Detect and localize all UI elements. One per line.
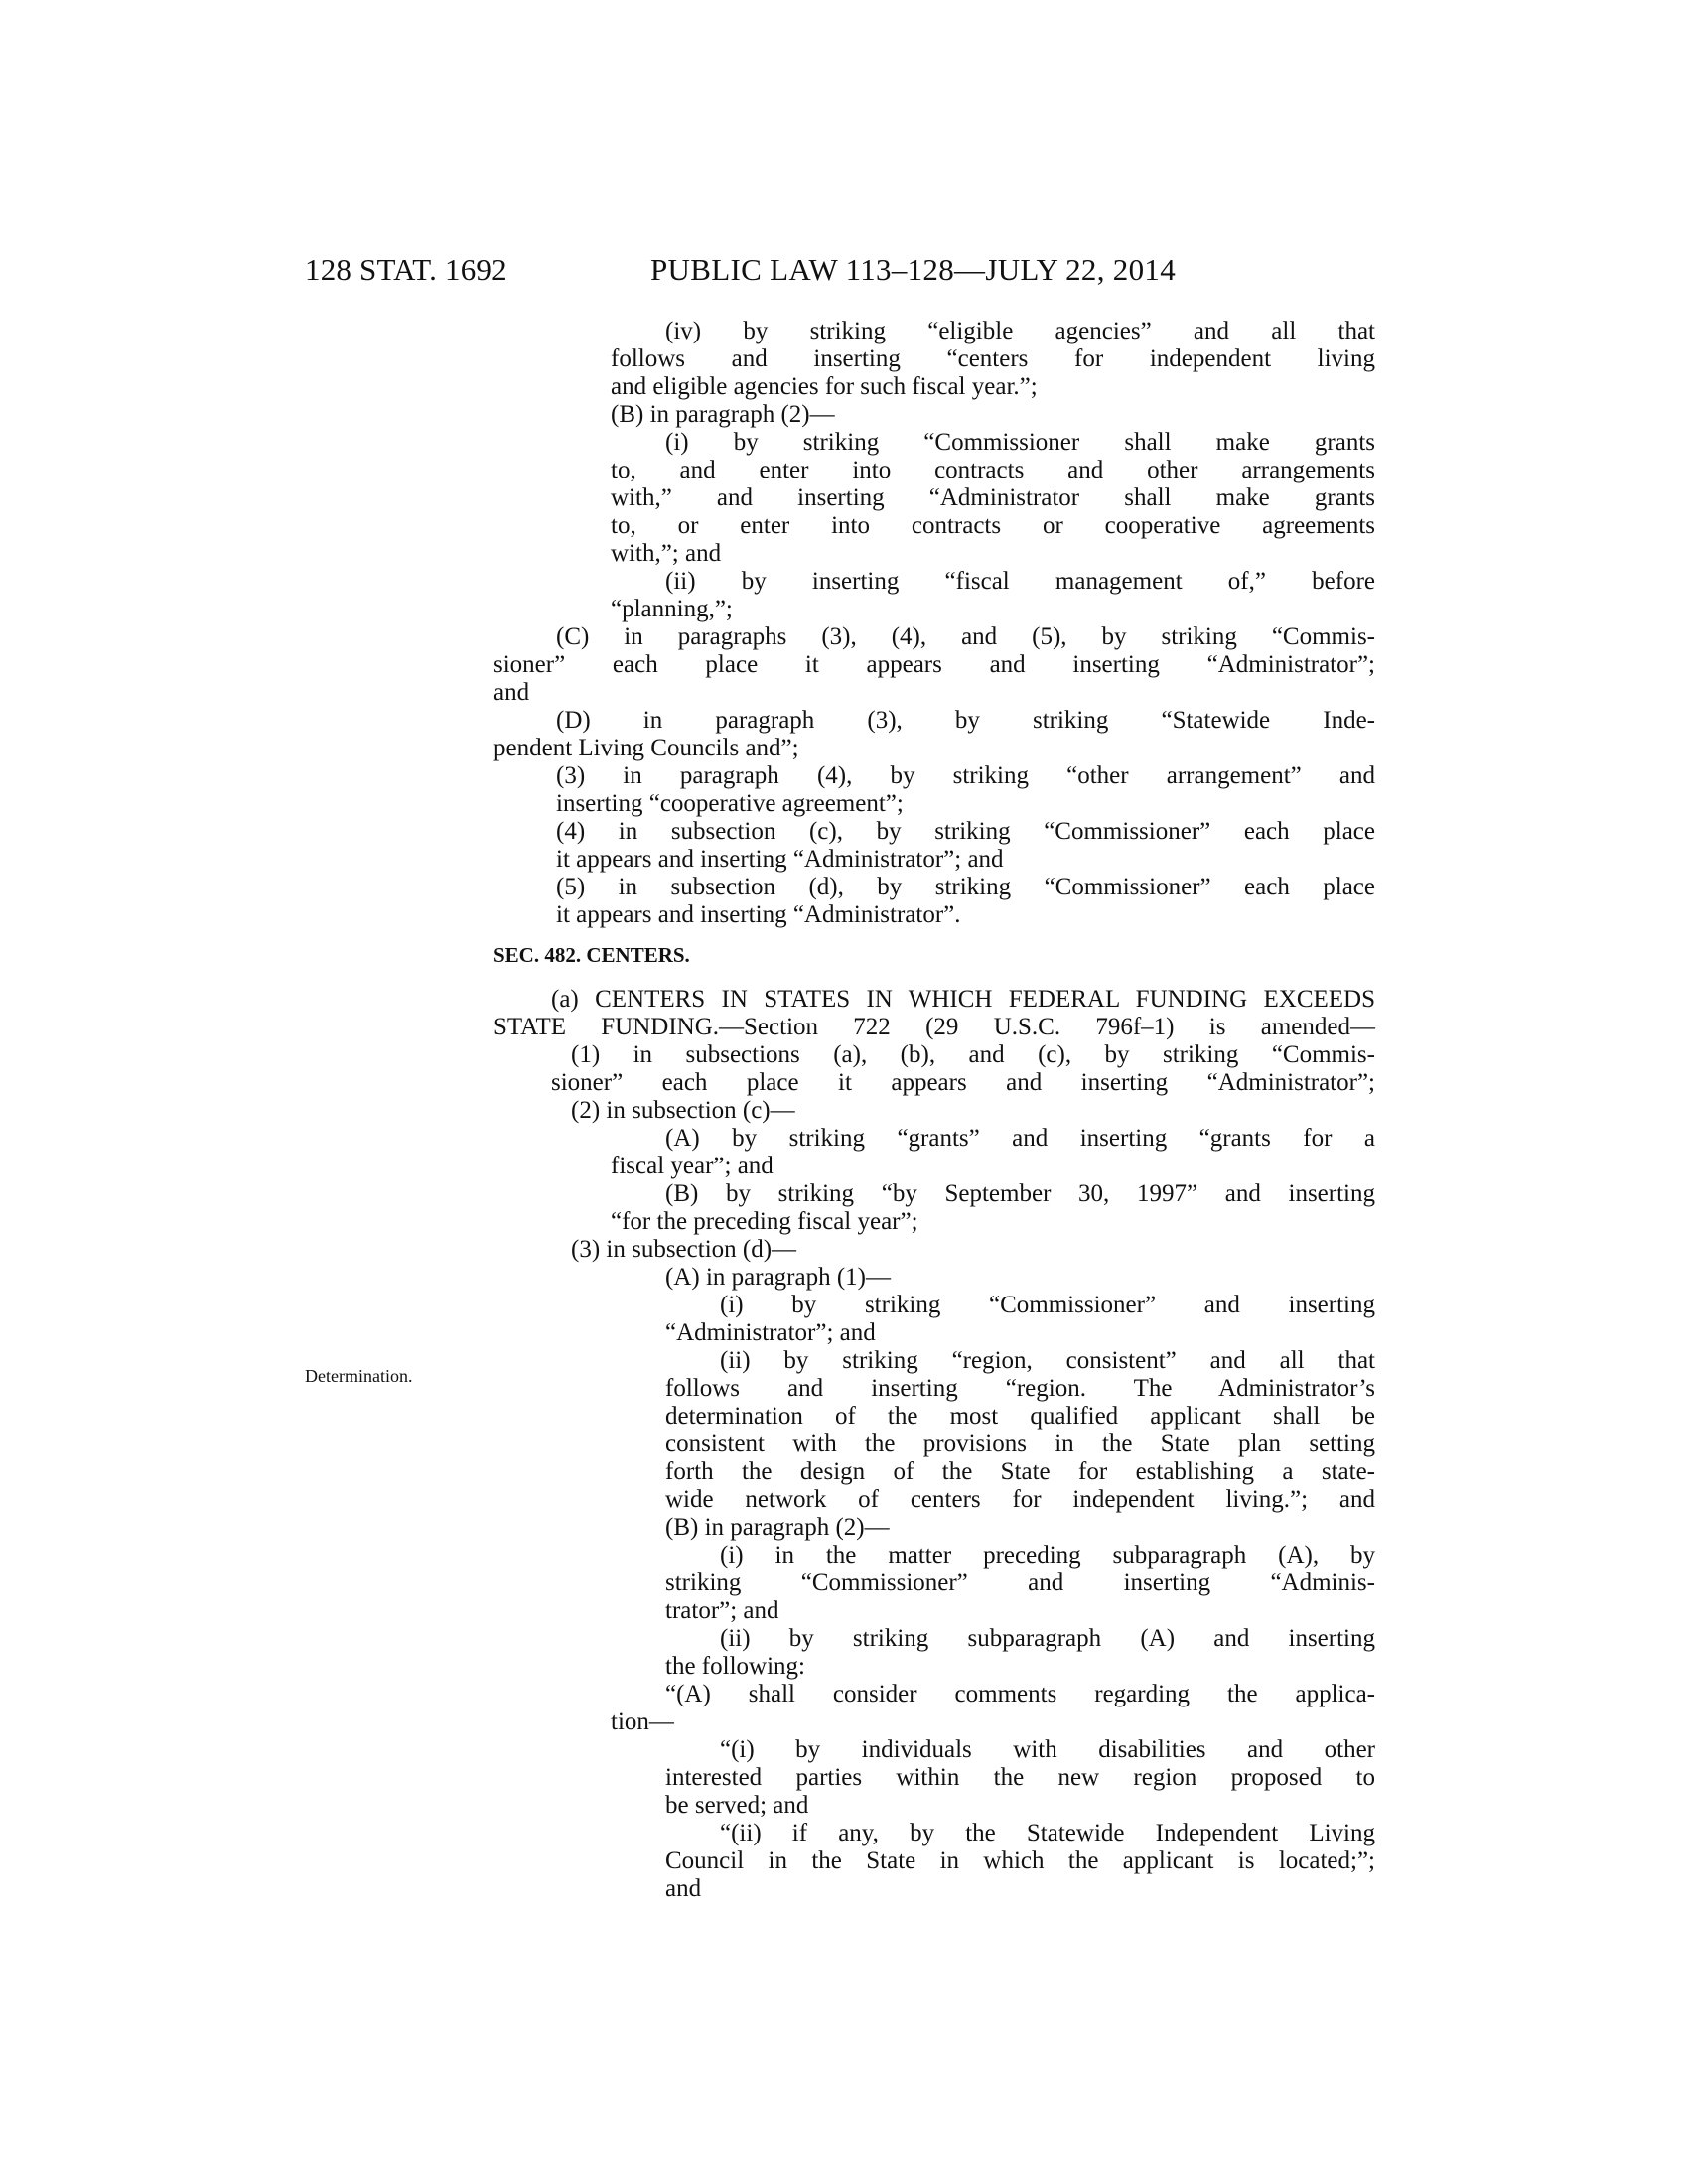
text-line: (A) in paragraph (1)—	[665, 1264, 891, 1291]
text-line: trator”; and	[665, 1597, 779, 1624]
text-line: “for the preceding fiscal year”;	[611, 1208, 918, 1235]
text-line: with,”; and	[611, 540, 722, 567]
text-line: (ii) by striking “region, consistent” and all that	[720, 1347, 1375, 1374]
text-line: (i) by striking “Commissioner shall make grants	[665, 429, 1375, 456]
text-line: (3) in paragraph (4), by striking “other arrangement” and	[556, 762, 1375, 789]
text-line: (i) in the matter preceding subparagraph (A), by	[720, 1542, 1375, 1569]
text-line: “(i) by individuals with disabilities and other	[720, 1736, 1375, 1763]
text-line: tion—	[611, 1708, 674, 1735]
text-line: and eligible agencies for such fiscal year.”;	[611, 373, 1038, 400]
text-line: the following:	[665, 1653, 805, 1680]
text-line: determination of the most qualified applicant shall be	[665, 1403, 1375, 1430]
margin-note: Determination.	[305, 1366, 413, 1386]
text-line: (a) CENTERS IN STATES IN WHICH FEDERAL FUNDING EXCEEDS	[551, 986, 1375, 1013]
text-line: consistent with the provisions in the State plan setting	[665, 1431, 1375, 1457]
text-line: (4) in subsection (c), by striking “Commissioner” each place	[556, 818, 1375, 845]
text-line: (ii) by inserting “fiscal management of,” before	[665, 568, 1375, 595]
text-line: wide network of centers for independent living.”; and	[665, 1486, 1375, 1513]
text-line: follows and inserting “region. The Administrator’s	[665, 1375, 1375, 1402]
text-line: with,” and inserting “Administrator shall make grants	[611, 484, 1375, 511]
text-line: (ii) by striking subparagraph (A) and inserting	[720, 1625, 1375, 1652]
text-line: and	[665, 1875, 702, 1902]
text-line: (B) by striking “by September 30, 1997” and inserting	[665, 1180, 1375, 1207]
text-line: be served; and	[665, 1792, 809, 1819]
text-line: (B) in paragraph (2)—	[611, 401, 835, 428]
text-line: (3) in subsection (d)—	[571, 1236, 797, 1263]
text-line: (i) by striking “Commissioner” and inserting	[720, 1292, 1375, 1318]
text-line: it appears and inserting “Administrator”; and	[556, 846, 1004, 873]
running-head: PUBLIC LAW 113–128—JULY 22, 2014	[650, 252, 1177, 287]
text-line: Council in the State in which the applicant is located;”;	[665, 1847, 1375, 1874]
text-line: to, and enter into contracts and other arrangements	[611, 457, 1375, 483]
section-heading: SEC. 482. CENTERS.	[493, 943, 690, 967]
text-line: pendent Living Councils and”;	[493, 735, 799, 761]
text-line: it appears and inserting “Administrator”.	[556, 901, 961, 928]
text-line: STATE FUNDING.—Section 722 (29 U.S.C. 796f–1) is amended—	[493, 1014, 1375, 1040]
text-line: and	[493, 679, 530, 706]
text-line: inserting “cooperative agreement”;	[556, 790, 904, 817]
text-line: “planning,”;	[611, 596, 733, 622]
text-line: (2) in subsection (c)—	[571, 1097, 795, 1124]
text-line: interested parties within the new region proposed to	[665, 1764, 1375, 1791]
text-line: “Administrator”; and	[665, 1319, 876, 1346]
text-line: (C) in paragraphs (3), (4), and (5), by striking “Commis-	[556, 623, 1375, 650]
text-line: sioner” each place it appears and inserting “Administrator”;	[493, 651, 1375, 678]
text-line: (1) in subsections (a), (b), and (c), by striking “Commis-	[571, 1041, 1375, 1068]
text-line: “(A) shall consider comments regarding the applica-	[665, 1681, 1375, 1707]
text-line: follows and inserting “centers for independent living	[611, 345, 1375, 372]
text-line: to, or enter into contracts or cooperative agreements	[611, 512, 1375, 539]
text-line: (D) in paragraph (3), by striking “Statewide Inde-	[556, 707, 1375, 734]
text-line: (A) by striking “grants” and inserting “grants for a	[665, 1125, 1375, 1152]
text-line: forth the design of the State for establishing a state-	[665, 1458, 1375, 1485]
text-line: (iv) by striking “eligible agencies” and all that	[665, 318, 1375, 344]
text-line: (B) in paragraph (2)—	[665, 1514, 890, 1541]
text-line: “(ii) if any, by the Statewide Independent Living	[720, 1820, 1375, 1846]
text-line: sioner” each place it appears and inserting “Administrator”;	[551, 1069, 1375, 1096]
text-line: striking “Commissioner” and inserting “Adminis-	[665, 1570, 1375, 1596]
page-number: 128 STAT. 1692	[305, 252, 507, 287]
text-line: (5) in subsection (d), by striking “Commissioner” each place	[556, 874, 1375, 900]
text-line: fiscal year”; and	[611, 1153, 774, 1179]
